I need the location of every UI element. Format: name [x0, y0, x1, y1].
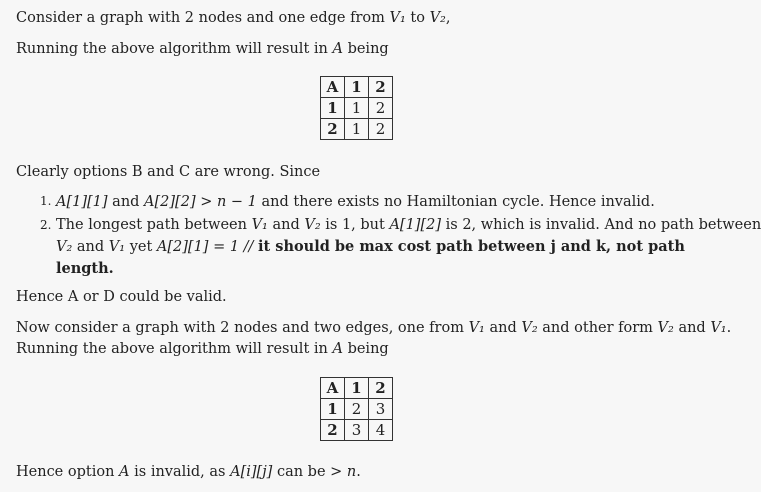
list-number: 1. [40, 194, 52, 208]
text: Running the above algorithm will result in [16, 41, 328, 57]
table-cell: 2 [321, 119, 345, 140]
math-v2: V₂ [304, 217, 321, 233]
table-cell: 1 [321, 98, 345, 119]
table-cell: A [321, 378, 345, 399]
table-row [321, 98, 393, 119]
math-expr: A[i][j] [230, 464, 273, 480]
paragraph-hence-invalid [16, 464, 361, 480]
math-expr: A[2][2] > n − 1 [144, 194, 257, 210]
bold-comment: length. [56, 260, 114, 277]
matrix-table-2 [320, 377, 393, 441]
math-v2: V₂ [521, 320, 538, 336]
table-cell: A [321, 77, 345, 98]
text: Running the above algorithm will result in [16, 341, 328, 357]
text: and there exists no Hamiltonian cycle. Hence invalid. [261, 194, 655, 210]
text: and [112, 194, 140, 210]
math-expr: A[1][2] [389, 217, 442, 233]
text: is invalid, as [134, 464, 226, 480]
text: , [445, 10, 451, 26]
math-v2: V₂ [56, 239, 73, 255]
text: . [726, 320, 732, 336]
text: is 1, but [325, 217, 385, 233]
text: Hence option [16, 464, 115, 480]
paragraph-graph-two-edges [16, 320, 731, 336]
text: Now consider a graph with 2 nodes and two edges, one from [16, 320, 464, 336]
math-v1: V₁ [468, 320, 485, 336]
math-v1: V₁ [389, 10, 406, 26]
paragraph-hence-a-or-d: Hence A or D could be valid. [16, 289, 227, 305]
text: . [356, 464, 361, 480]
table-cell: 2 [369, 77, 393, 98]
text: is 2, which is invalid. And no path between [445, 217, 761, 233]
reason-list [40, 194, 761, 280]
table-cell: 1 [345, 77, 369, 98]
math-expr: > n [330, 464, 357, 480]
math-expr: A[2][1] = 1 // [156, 239, 254, 255]
bold-comment: it should be max cost path between j and k, not path [258, 238, 685, 255]
list-item-line [56, 215, 761, 236]
table-cell: 3 [369, 399, 393, 420]
text: and other form [542, 320, 653, 336]
list-number: 2. [40, 218, 52, 232]
table-cell: 4 [369, 420, 393, 441]
text: The longest path between [56, 217, 247, 233]
matrix-table-1 [320, 76, 393, 140]
text: being [347, 341, 389, 357]
list-item-line [56, 258, 695, 280]
paragraph-result-1 [16, 41, 389, 57]
text: yet [129, 239, 153, 255]
table-cell: 2 [369, 119, 393, 140]
text: and [489, 320, 517, 336]
list-item-line [56, 236, 695, 258]
math-a: A [119, 464, 130, 480]
paragraph-clearly: Clearly options B and C are wrong. Since [16, 164, 321, 180]
table-row [321, 119, 393, 140]
math-a: A [332, 41, 343, 57]
table-row [321, 399, 393, 420]
math-v1: V₁ [251, 217, 268, 233]
table-cell: 2 [369, 98, 393, 119]
table-cell: 2 [321, 420, 345, 441]
table-row [321, 420, 393, 441]
math-v1: V₁ [108, 239, 126, 255]
text: and [678, 320, 706, 336]
math-v2: V₂ [429, 10, 446, 26]
table-cell: 1 [345, 98, 369, 119]
text: Consider a graph with 2 nodes and one edge from [16, 10, 385, 26]
math-v2: V₂ [657, 320, 674, 336]
text: to [410, 10, 425, 26]
text: and [272, 217, 300, 233]
table-row [321, 77, 393, 98]
list-item [40, 194, 695, 215]
text: can be [276, 464, 326, 480]
paragraph-graph-one-edge [16, 10, 450, 26]
list-item [40, 215, 761, 280]
table-cell: 3 [345, 420, 369, 441]
math-a: A [332, 341, 343, 357]
table-cell: 2 [345, 399, 369, 420]
table-cell: 1 [345, 119, 369, 140]
text: and [76, 239, 105, 255]
math-expr: A[1][1] [56, 194, 108, 210]
text: being [347, 41, 389, 57]
math-v1: V₁ [710, 320, 727, 336]
table-row [321, 378, 393, 399]
paragraph-result-2 [16, 341, 389, 357]
table-cell: 1 [321, 399, 345, 420]
table-cell: 1 [345, 378, 369, 399]
table-cell: 2 [369, 378, 393, 399]
